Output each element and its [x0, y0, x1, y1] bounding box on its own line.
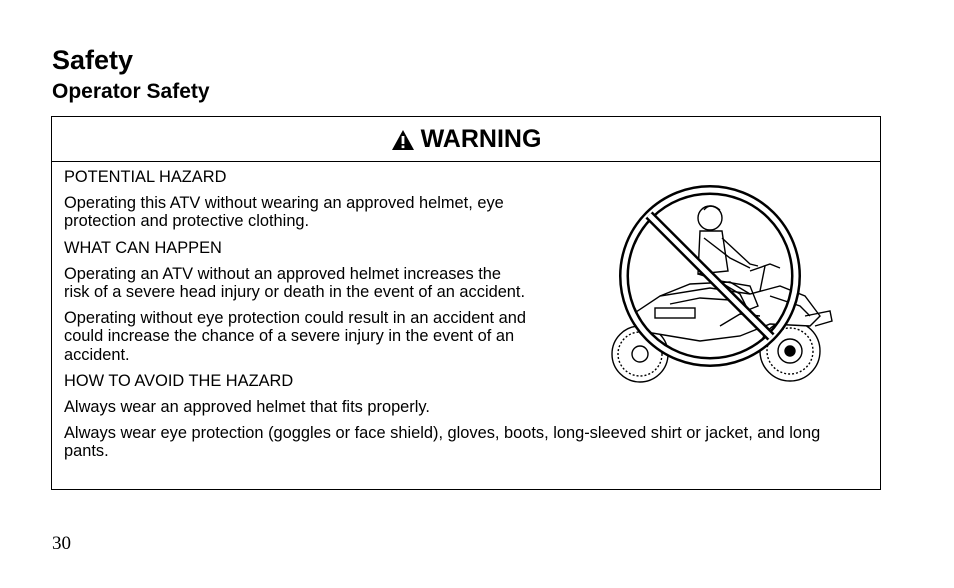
- warning-heading: WARNING: [420, 124, 542, 153]
- warning-triangle-icon: [391, 129, 415, 151]
- warning-header: [52, 117, 880, 162]
- page-number: 30: [52, 533, 71, 554]
- what-can-happen-text-2: Operating without eye protection could result in an accident and could increase the chance of a severe injury in the event of an accident.: [64, 309, 526, 364]
- potential-hazard-label: POTENTIAL HAZARD: [64, 168, 227, 186]
- how-to-avoid-text-2: Always wear eye protection (goggles or face shield), gloves, boots, long-sleeved shirt or jacket, and long pants.: [64, 424, 821, 461]
- warning-body: [52, 162, 880, 461]
- page-title: Safety: [52, 45, 134, 75]
- how-to-avoid-label: HOW TO AVOID THE HAZARD: [64, 371, 294, 390]
- no-helmet-atv-prohibition-icon: [600, 176, 880, 386]
- what-can-happen-label: WHAT CAN HAPPEN: [64, 238, 222, 257]
- section-title: Operator Safety: [52, 80, 210, 103]
- warning-box: [51, 116, 881, 490]
- how-to-avoid-text-1: Always wear an approved helmet that fits properly.: [64, 398, 430, 417]
- what-can-happen-text-1: Operating an ATV without an approved helmet increases the risk of a severe head injury or death in the event of an accident.: [64, 264, 526, 302]
- potential-hazard-text: Operating this ATV without wearing an approved helmet, eye protection and protective clothing.: [64, 194, 504, 231]
